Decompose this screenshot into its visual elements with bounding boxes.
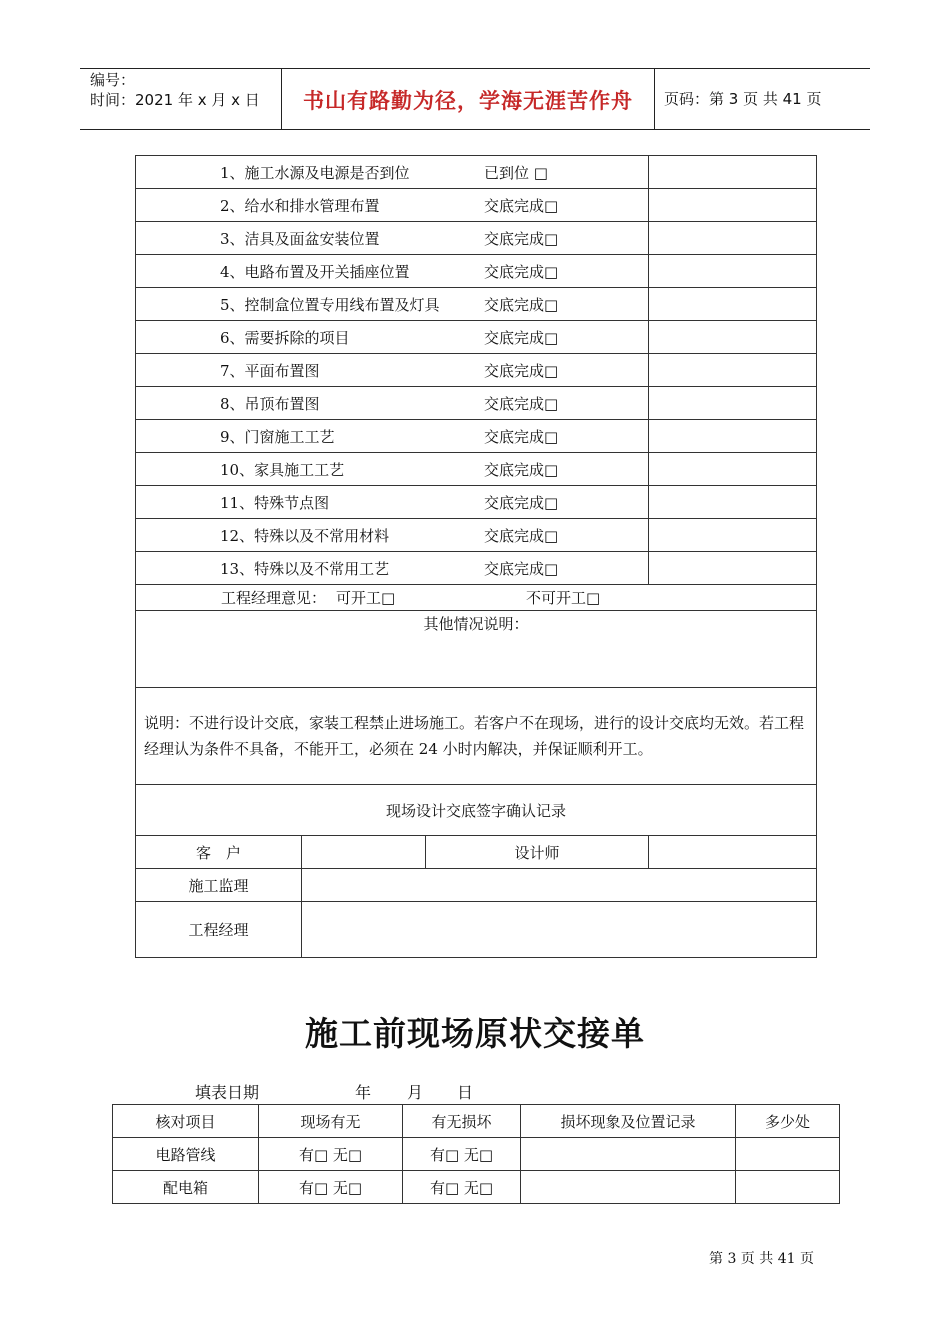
checklist-item-label: 8、吊顶布置图 — [220, 394, 320, 413]
checklist-item-label: 9、门窗施工工艺 — [220, 427, 335, 446]
column-header: 损坏现象及位置记录 — [521, 1105, 736, 1138]
supervisor-label: 施工监理 — [136, 869, 302, 902]
can-start-option[interactable]: 可开工□ — [336, 589, 396, 607]
note-row — [136, 688, 817, 785]
checklist-item-remark[interactable] — [649, 321, 817, 354]
designer-signature-field[interactable] — [649, 836, 817, 869]
record-title: 现场设计交底签字确认记录 — [136, 785, 817, 836]
manager-signature-field[interactable] — [302, 902, 817, 958]
item-cell: 配电箱 — [113, 1171, 259, 1204]
checklist-item-label: 1、施工水源及电源是否到位 — [220, 163, 410, 182]
checklist-row — [136, 519, 817, 552]
checklist-item-remark[interactable] — [649, 222, 817, 255]
day-label: 日 — [457, 1083, 474, 1102]
record-cell[interactable] — [521, 1171, 736, 1204]
checklist-item-remark[interactable] — [649, 552, 817, 585]
checklist-item-status[interactable]: 交底完成□ — [484, 394, 559, 413]
signature-row — [136, 836, 817, 869]
page-label: 页码：第 3 页 共 41 页 — [664, 90, 822, 108]
checklist-item-status[interactable]: 交底完成□ — [484, 460, 559, 479]
checklist-item-status[interactable]: 交底完成□ — [484, 427, 559, 446]
checklist-item-label: 5、控制盒位置专用线布置及灯具 — [220, 295, 440, 314]
checklist-item-label: 11、特殊节点图 — [220, 493, 330, 512]
checklist-item-remark[interactable] — [649, 354, 817, 387]
checklist-item-remark[interactable] — [649, 453, 817, 486]
checklist-item-status[interactable]: 交底完成□ — [484, 526, 559, 545]
checklist-row — [136, 453, 817, 486]
checklist-item-remark[interactable] — [649, 519, 817, 552]
time-label: 时间：2021 年 x 月 x 日 — [90, 91, 260, 109]
checklist-item-status[interactable]: 交底完成□ — [484, 493, 559, 512]
checklist-body — [136, 156, 817, 585]
checklist-item-label: 4、电路布置及开关插座位置 — [220, 262, 410, 281]
checklist-item-remark[interactable] — [649, 255, 817, 288]
manager-opinion-label: 工程经理意见： — [220, 589, 326, 607]
checklist-row — [136, 486, 817, 519]
code-label: 编号： — [90, 71, 136, 89]
manager-opinion-row — [136, 585, 817, 611]
checklist-item-status[interactable]: 已到位 □ — [484, 163, 548, 182]
cannot-start-option[interactable]: 不可开工□ — [526, 589, 601, 607]
checklist-item-status[interactable]: 交底完成□ — [484, 229, 559, 248]
item-cell: 电路管线 — [113, 1138, 259, 1171]
table-row — [113, 1138, 840, 1171]
checklist-item-remark[interactable] — [649, 288, 817, 321]
checklist-row — [136, 255, 817, 288]
handover-body — [113, 1138, 840, 1204]
checklist-row — [136, 552, 817, 585]
checklist-item-status[interactable]: 交底完成□ — [484, 361, 559, 380]
date-label: 填表日期 — [195, 1083, 260, 1102]
year-label: 年 — [355, 1083, 372, 1102]
handover-title: 施工前现场原状交接单 — [305, 1014, 645, 1053]
divider — [654, 69, 655, 129]
checklist-item-label: 6、需要拆除的项目 — [220, 328, 350, 347]
supervisor-signature-field[interactable] — [302, 869, 817, 902]
table-row — [113, 1171, 840, 1204]
checklist-item-remark[interactable] — [649, 189, 817, 222]
count-cell[interactable] — [736, 1171, 840, 1204]
checklist-item-status[interactable]: 交底完成□ — [484, 559, 559, 578]
handover-header-row — [113, 1105, 840, 1138]
checklist-item-remark[interactable] — [649, 420, 817, 453]
checklist-item-label: 2、给水和排水管理布置 — [220, 196, 380, 215]
designer-label: 设计师 — [426, 836, 649, 869]
exist-cell[interactable]: 有□ 无□ — [259, 1138, 403, 1171]
checklist-item-label: 3、洁具及面盆安装位置 — [220, 229, 380, 248]
checklist-item-label: 10、家具施工工艺 — [220, 460, 345, 479]
checklist-row — [136, 354, 817, 387]
count-cell[interactable] — [736, 1138, 840, 1171]
checklist-item-remark[interactable] — [649, 387, 817, 420]
signature-row — [136, 869, 817, 902]
column-header: 有无损坏 — [403, 1105, 521, 1138]
checklist-item-status[interactable]: 交底完成□ — [484, 196, 559, 215]
checklist-item-status[interactable]: 交底完成□ — [484, 328, 559, 347]
column-header: 现场有无 — [259, 1105, 403, 1138]
damage-cell[interactable]: 有□ 无□ — [403, 1171, 521, 1204]
checklist-item-label: 7、平面布置图 — [220, 361, 320, 380]
design-handover-table — [135, 155, 817, 958]
checklist-item-label: 12、特殊以及不常用材料 — [220, 526, 390, 545]
damage-cell[interactable]: 有□ 无□ — [403, 1138, 521, 1171]
page-header — [80, 68, 870, 130]
manager-label: 工程经理 — [136, 902, 302, 958]
record-cell[interactable] — [521, 1138, 736, 1171]
month-label: 月 — [407, 1083, 424, 1102]
other-remarks-field[interactable] — [136, 611, 817, 688]
checklist-item-label: 13、特殊以及不常用工艺 — [220, 559, 390, 578]
note-text: 说明：不进行设计交底，家装工程禁止进场施工。若客户不在现场，进行的设计交底均无效。若工程经理认为条件不具备，不能开工，必须在 24 小时内解决，并保证顺利开工。 — [144, 714, 805, 758]
checklist-item-status[interactable]: 交底完成□ — [484, 262, 559, 281]
header-meta — [90, 70, 280, 110]
motto: 书山有路勤为径，学海无涯苦作舟 — [303, 89, 633, 113]
customer-label: 客 户 — [136, 836, 302, 869]
exist-cell[interactable]: 有□ 无□ — [259, 1171, 403, 1204]
handover-table — [112, 1104, 840, 1204]
column-header: 核对项目 — [113, 1105, 259, 1138]
column-header: 多少处 — [736, 1105, 840, 1138]
checklist-row — [136, 420, 817, 453]
checklist-row — [136, 156, 817, 189]
checklist-item-remark[interactable] — [649, 156, 817, 189]
customer-signature-field[interactable] — [302, 836, 426, 869]
checklist-row — [136, 222, 817, 255]
checklist-row — [136, 321, 817, 354]
checklist-row — [136, 387, 817, 420]
fill-date — [195, 1080, 473, 1103]
other-remarks-label: 其他情况说明： — [423, 615, 529, 633]
checklist-row — [136, 288, 817, 321]
checklist-row — [136, 189, 817, 222]
signature-row — [136, 902, 817, 958]
record-title-row — [136, 785, 817, 836]
checklist-item-remark[interactable] — [649, 486, 817, 519]
page-footer: 第 3 页 共 41 页 — [709, 1251, 814, 1267]
other-remarks-row — [136, 611, 817, 688]
checklist-item-status[interactable]: 交底完成□ — [484, 295, 559, 314]
